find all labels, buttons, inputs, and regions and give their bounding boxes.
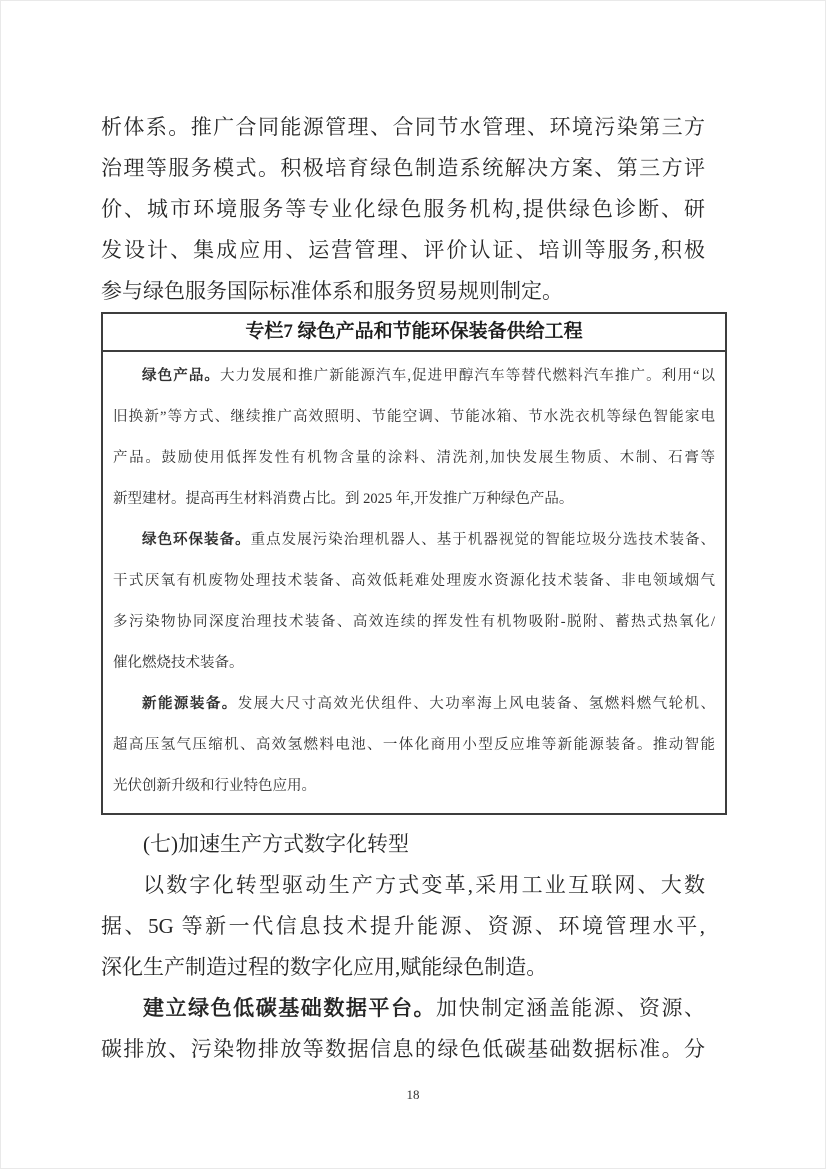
text-line: 深化生产制造过程的数字化应用,赋能绿色制造。 [101, 955, 548, 979]
callout-box-column7 [101, 312, 727, 815]
text-line: 据、5G 等新一代信息技术提升能源、资源、环境管理水平, [101, 914, 705, 938]
text-line: 绿色产品。大力发展和推广新能源汽车,促进甲醇汽车等替代燃料汽车推广。利用“以 [142, 368, 716, 384]
text-line: 以数字化转型驱动生产方式变革,采用工业互联网、大数 [143, 873, 705, 897]
text-line: 绿色环保装备。重点发展污染治理机器人、基于机器视觉的智能垃圾分选技术装备、 [142, 532, 716, 548]
text-line: 治理等服务模式。积极培育绿色制造系统解决方案、第三方评 [101, 156, 705, 180]
paragraph-lead: 新能源装备。 [142, 696, 238, 712]
text-line: 价、城市环境服务等专业化绿色服务机构,提供绿色诊断、研 [101, 197, 705, 221]
section-paragraph-digital-transform [101, 865, 705, 988]
text-line: 催化燃烧技术装备。 [113, 655, 244, 671]
page-number: 18 [406, 1087, 420, 1102]
box-paragraph-new-energy-equipment [113, 684, 715, 807]
text-line: 建立绿色低碳基础数据平台。加快制定涵盖能源、资源、 [143, 996, 706, 1020]
text-line: 干式厌氧有机废物处理技术装备、高效低耗难处理废水资源化技术装备、非电领域烟气 [113, 573, 715, 589]
paragraph-lead: 绿色环保装备。 [142, 532, 251, 548]
box-paragraph-green-products [113, 356, 715, 520]
paragraph-lead: 绿色产品。 [142, 368, 221, 384]
text-line: 旧换新”等方式、继续推广高效照明、节能空调、节能冰箱、节水洗衣机等绿色智能家电 [113, 409, 715, 425]
text-line: 发设计、集成应用、运营管理、评价认证、培训等服务,积极 [101, 238, 705, 262]
text-line: 新型建材。提高再生材料消费占比。到 2025 年,开发推广万种绿色产品。 [113, 491, 574, 507]
callout-box-title: 专栏7 绿色产品和节能环保装备供给工程 [103, 314, 725, 352]
section-paragraph-data-platform [101, 988, 705, 1070]
callout-box-body [103, 352, 725, 813]
intro-paragraph [101, 107, 705, 312]
paragraph-lead: 建立绿色低碳基础数据平台。 [143, 996, 437, 1020]
box-paragraph-green-equipment [113, 520, 715, 684]
text-line: 析体系。推广合同能源管理、合同节水管理、环境污染第三方 [101, 115, 705, 139]
text-line: 产品。鼓励使用低挥发性有机物含量的涂料、清洗剂,加快发展生物质、木制、石膏等 [113, 450, 715, 466]
text-line: 多污染物协同深度治理技术装备、高效连续的挥发性有机物吸附-脱附、蓄热式热氧化/ [113, 614, 715, 630]
text-line: 碳排放、污染物排放等数据信息的绿色低碳基础数据标准。分 [101, 1037, 705, 1061]
text-line: 光伏创新升级和行业特色应用。 [113, 778, 316, 794]
section-heading: (七)加速生产方式数字化转型 [143, 832, 409, 856]
text-line: 新能源装备。发展大尺寸高效光伏组件、大功率海上风电装备、氢燃料燃气轮机、 [142, 696, 716, 712]
text-line: 超高压氢气压缩机、高效氢燃料电池、一体化商用小型反应堆等新能源装备。推动智能 [113, 737, 715, 753]
text-line: 参与绿色服务国际标准体系和服务贸易规则制定。 [101, 279, 563, 303]
section-seven [101, 824, 705, 1070]
